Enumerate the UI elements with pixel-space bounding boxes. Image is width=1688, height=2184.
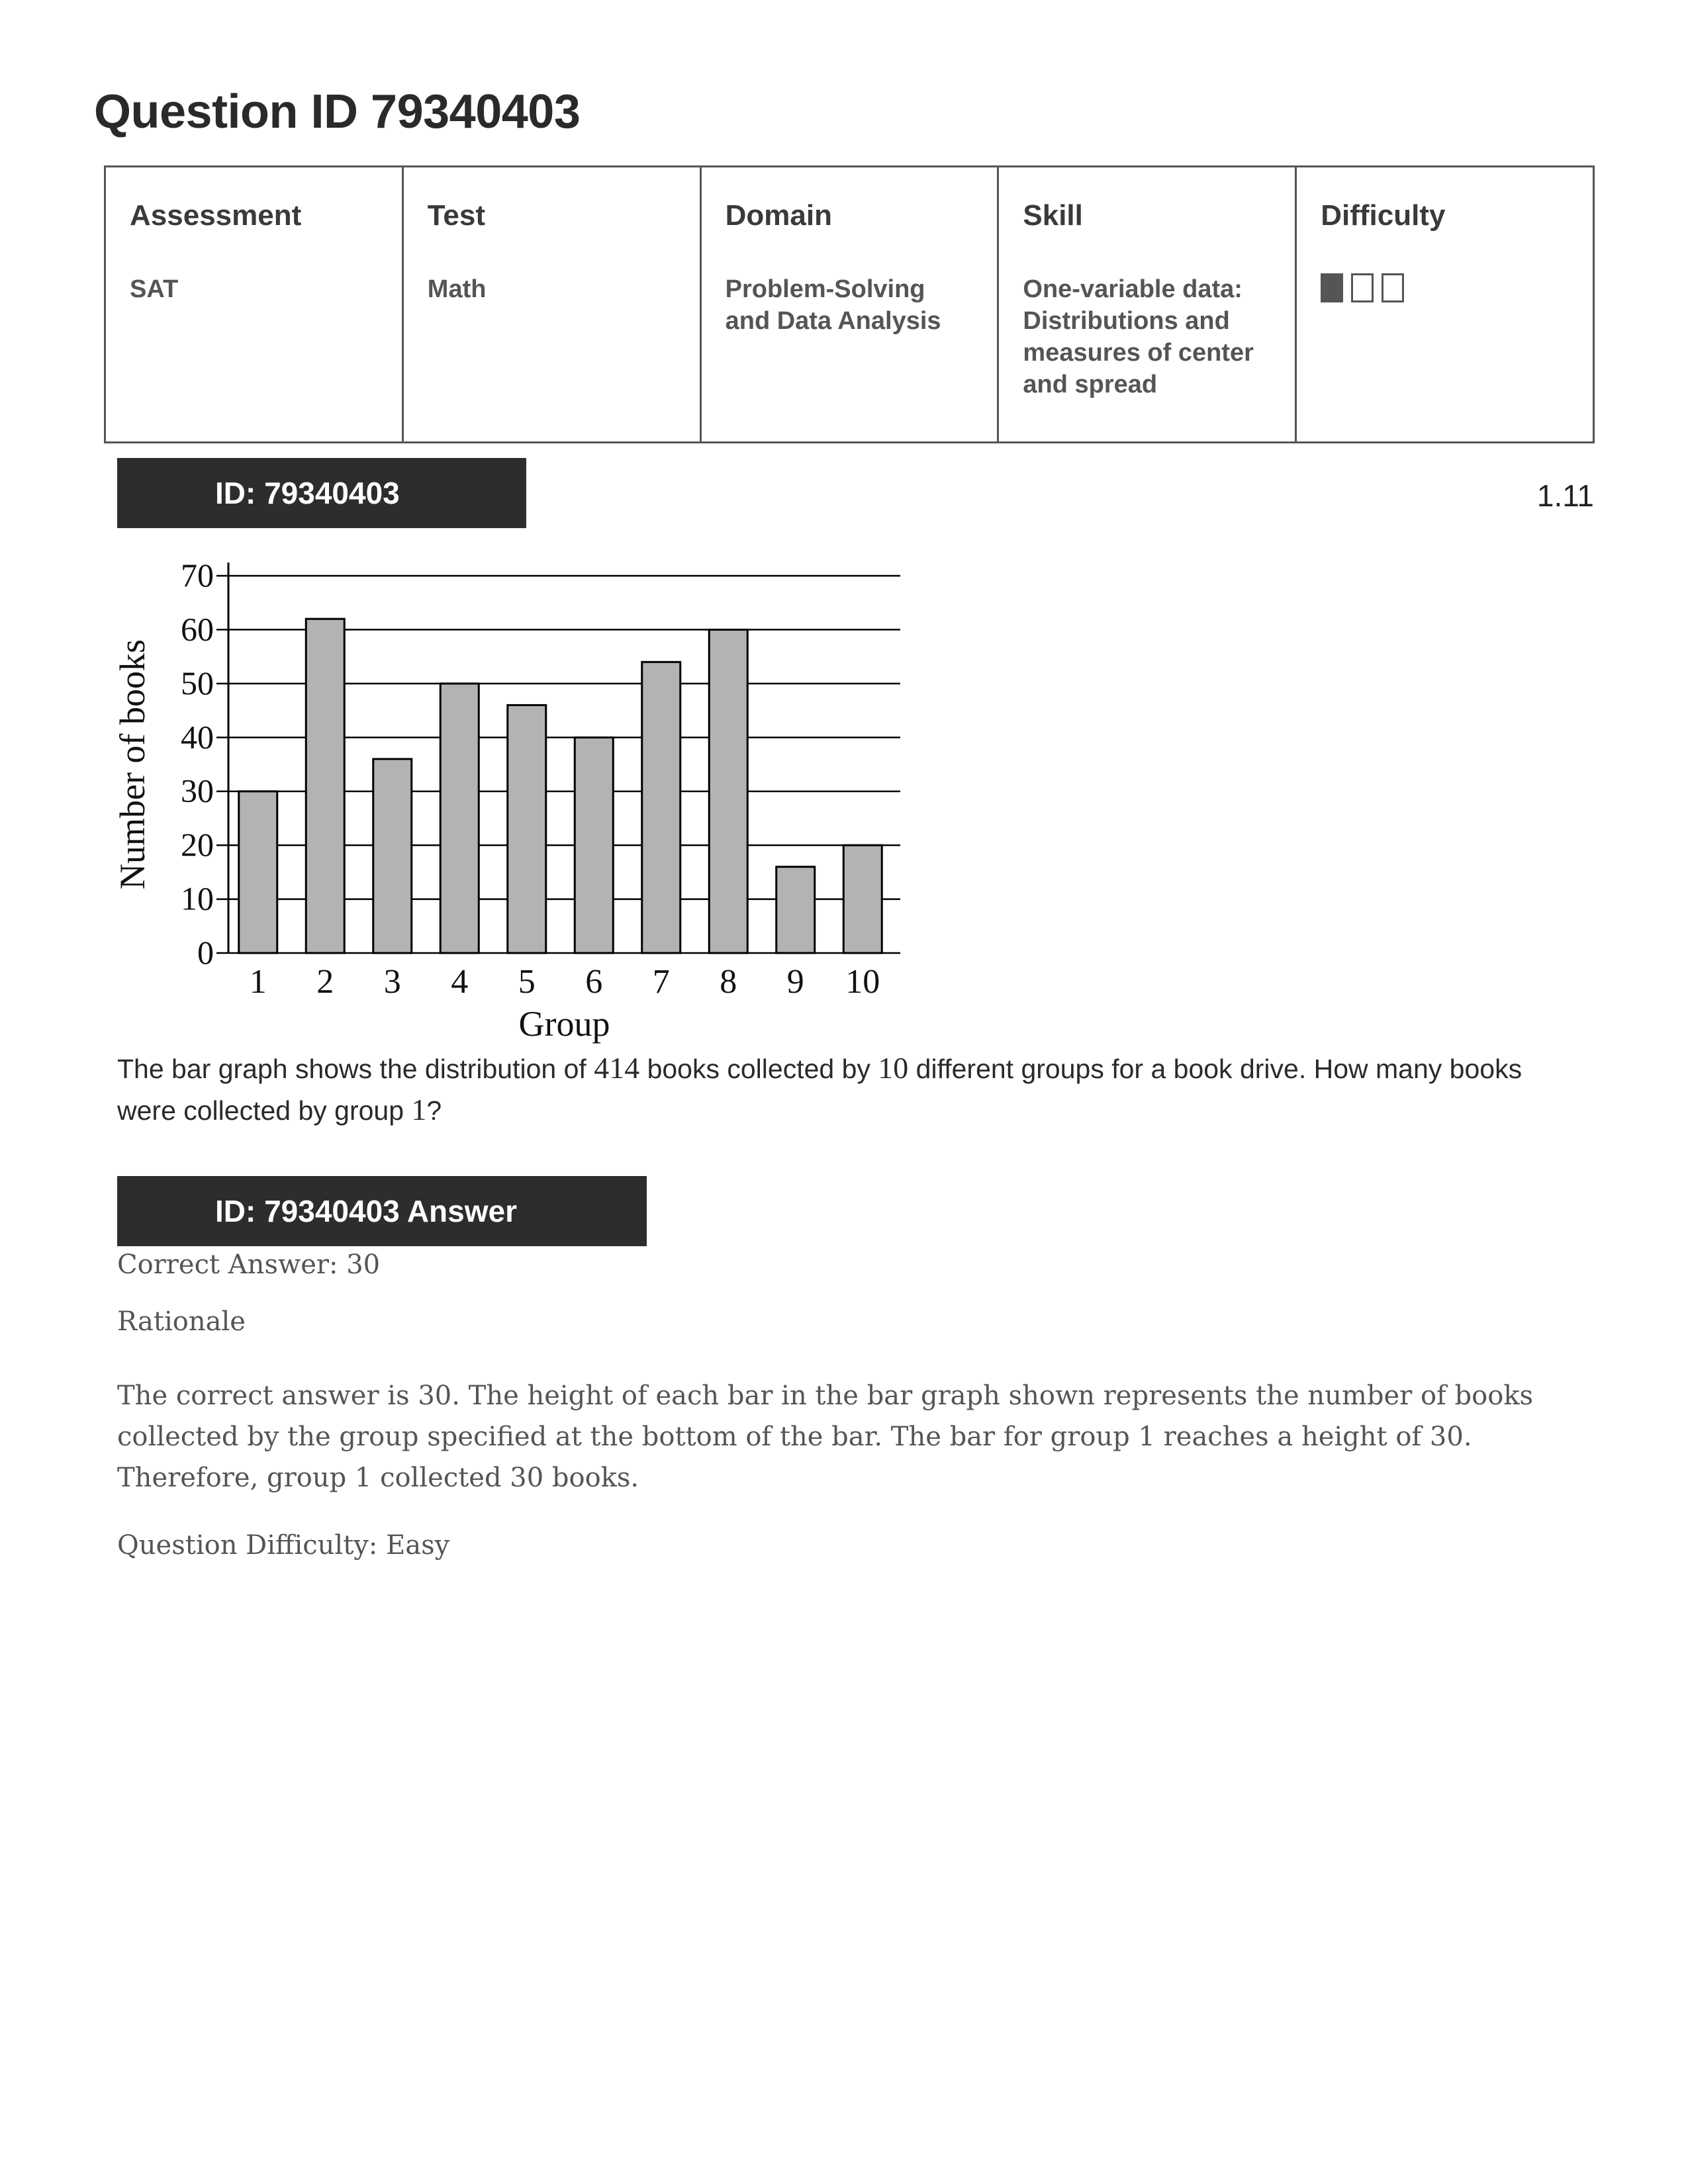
x-tick-label: 8: [720, 963, 737, 1001]
bar: [843, 845, 882, 953]
version-number: 1.11: [1536, 478, 1594, 513]
y-tick-label: 10: [181, 880, 214, 917]
meta-domain-value: Problem-Solving and Data Analysis: [725, 275, 941, 335]
question-text-part3: different groups for a book drive. How many books were collected by group: [117, 1054, 1523, 1126]
y-tick-label: 0: [197, 934, 214, 971]
meta-skill-value: One-variable data: Distributions and measures of center and spread: [1023, 275, 1254, 398]
meta-assessment-label: Assessment: [130, 199, 302, 232]
bar: [776, 867, 815, 953]
meta-test-cell: [402, 167, 700, 443]
y-tick-label: 40: [181, 718, 214, 756]
rationale-text: The correct answer is 30. The height of each bar in the bar graph shown represents the number of books collected by the group specified at the bottom of the bar. The bar for group 1 reaches a height of 30. Therefore, group 1 collected 30 books.: [117, 1381, 1534, 1493]
bar: [239, 792, 277, 953]
difficulty-box: [1351, 273, 1374, 302]
x-axis-title: Group: [518, 1004, 610, 1044]
difficulty-indicator: [1321, 273, 1569, 302]
question-text-part4: ?: [426, 1095, 442, 1126]
x-tick-label: 3: [383, 963, 401, 1001]
x-tick-label: 9: [786, 963, 804, 1001]
meta-domain-label: Domain: [725, 199, 832, 232]
y-tick-label: 60: [181, 610, 214, 648]
question-total-books: 414: [594, 1051, 640, 1085]
x-tick-label: 7: [652, 963, 670, 1001]
x-tick-label: 5: [518, 963, 536, 1001]
meta-assessment-cell: [105, 167, 403, 443]
bar: [508, 705, 546, 953]
y-axis-title: Number of books: [113, 639, 152, 889]
bar: [642, 662, 680, 953]
meta-skill-cell: [998, 167, 1296, 443]
question-id-banner: ID: 79340403: [117, 458, 526, 528]
x-tick-label: 6: [585, 963, 603, 1001]
meta-difficulty-label: Difficulty: [1321, 199, 1446, 232]
meta-test-label: Test: [427, 199, 486, 232]
x-tick-label: 10: [845, 963, 880, 1001]
answer-id-banner: ID: 79340403 Answer: [117, 1176, 647, 1246]
question-num-groups: 10: [878, 1051, 909, 1085]
y-tick-label: 50: [181, 664, 214, 702]
bar: [373, 759, 412, 953]
question-text-part1: The bar graph shows the distribution of: [117, 1054, 594, 1084]
meta-assessment-value: SAT: [130, 275, 179, 303]
y-tick-label: 70: [181, 557, 214, 594]
x-tick-label: 4: [451, 963, 469, 1001]
meta-difficulty-cell: [1296, 167, 1594, 443]
difficulty-box: [1382, 273, 1404, 302]
bar: [440, 684, 479, 953]
question-metadata-table: [104, 165, 1595, 443]
question-difficulty: Question Difficulty: Easy: [117, 1530, 450, 1561]
bar: [709, 629, 747, 953]
meta-domain-cell: [700, 167, 998, 443]
meta-test-value: Math: [427, 275, 487, 303]
page-title: Question ID 79340403: [94, 85, 581, 138]
rationale-heading: Rationale: [117, 1306, 246, 1337]
difficulty-box: [1321, 273, 1343, 302]
bar: [575, 737, 613, 953]
bar-chart: [106, 546, 914, 1049]
y-tick-label: 20: [181, 826, 214, 864]
question-text: [117, 1048, 1547, 1131]
bar: [306, 619, 344, 953]
x-tick-label: 2: [316, 963, 334, 1001]
question-text-part2: books collected by: [639, 1054, 878, 1084]
x-tick-label: 1: [249, 963, 267, 1001]
question-group-ref: 1: [411, 1093, 427, 1126]
y-tick-label: 30: [181, 772, 214, 809]
correct-answer: Correct Answer: 30: [117, 1250, 381, 1280]
meta-skill-label: Skill: [1023, 199, 1083, 232]
